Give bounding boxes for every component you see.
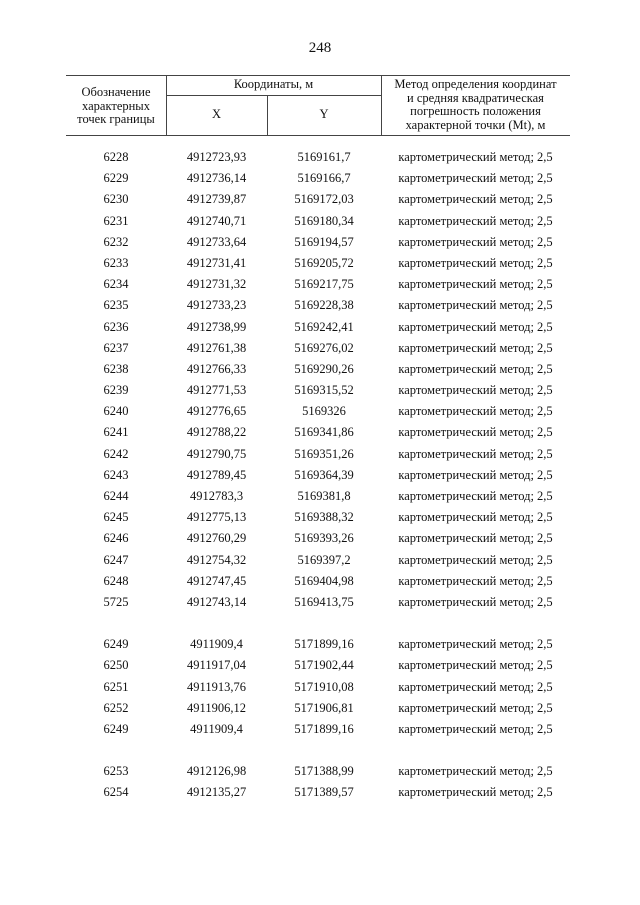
point-id-cell: 6248 — [103, 573, 129, 588]
method-cell: картометрический метод; 2,5 — [398, 489, 553, 503]
y-coordinate-cell: 5169388,32 — [294, 510, 354, 525]
x-coordinate-cell: 4912761,38 — [186, 340, 247, 355]
x-coordinate-cell: 4912771,53 — [186, 383, 247, 398]
point-id-cell: 6232 — [103, 234, 129, 249]
point-id-cell: 6239 — [103, 383, 129, 398]
point-id-cell: 6254 — [103, 785, 129, 800]
y-coordinate-cell: 5169180,34 — [294, 213, 354, 228]
point-id-cell: 6253 — [103, 764, 129, 779]
method-cell: картометрический метод; 2,5 — [398, 573, 553, 588]
point-id-cell: 6229 — [103, 171, 129, 186]
x-coordinate-cell: 4912723,93 — [186, 150, 247, 164]
x-coordinate-cell: 4912754,32 — [186, 552, 247, 567]
method-cell: картометрический метод; 2,5 — [398, 298, 553, 313]
table-row — [0, 189, 640, 210]
page-number: 248 — [308, 40, 332, 56]
point-id-cell: 6238 — [103, 361, 129, 376]
y-coordinate-cell: 5169397,2 — [297, 552, 351, 567]
method-cell: картометрический метод; 2,5 — [398, 383, 553, 398]
table-row — [0, 528, 640, 549]
y-coordinate-cell: 5169228,38 — [294, 298, 354, 313]
y-coordinate-cell: 5169194,57 — [294, 234, 354, 249]
x-coordinate-cell: 4911913,76 — [187, 679, 246, 694]
method-cell: картометрический метод; 2,5 — [398, 679, 553, 694]
point-id-cell: 5725 — [103, 594, 129, 609]
point-id-cell: 6228 — [103, 150, 129, 164]
table-row — [0, 168, 640, 189]
point-id-cell: 6247 — [103, 552, 129, 567]
table-row — [0, 295, 640, 316]
y-coordinate-cell: 5169351,26 — [294, 446, 354, 461]
point-id-cell: 6240 — [103, 404, 129, 419]
y-coordinate-cell: 5171902,44 — [294, 658, 354, 673]
table-row — [0, 147, 640, 168]
point-id-cell: 6251 — [103, 679, 129, 694]
x-coordinate-cell: 4912739,87 — [186, 192, 247, 207]
x-coordinate-cell: 4912731,32 — [186, 277, 247, 292]
x-coordinate-cell: 4912790,75 — [186, 446, 247, 461]
x-coordinate-cell: 4912731,41 — [186, 255, 247, 270]
point-id-cell: 6233 — [103, 255, 129, 270]
table-row — [0, 465, 640, 486]
point-id-cell: 6242 — [103, 446, 129, 461]
table-row — [0, 486, 640, 507]
header-point-label: Обозначение характерных точек границы — [77, 85, 155, 126]
method-cell: картометрический метод; 2,5 — [398, 637, 553, 652]
method-cell: картометрический метод; 2,5 — [398, 340, 553, 355]
x-coordinate-cell: 4912740,71 — [186, 213, 247, 228]
y-coordinate-cell: 5169161,7 — [297, 150, 351, 164]
x-coordinate-cell: 4912738,99 — [186, 319, 247, 334]
y-coordinate-cell: 5169217,75 — [294, 277, 354, 292]
x-coordinate-cell: 4912776,65 — [186, 404, 247, 419]
table-row — [0, 380, 640, 401]
header-y-label: Y — [319, 107, 329, 121]
method-cell: картометрический метод; 2,5 — [398, 552, 553, 567]
point-id-cell: 6230 — [103, 192, 129, 207]
method-cell: картометрический метод; 2,5 — [398, 531, 553, 546]
x-coordinate-cell: 4911909,4 — [190, 721, 243, 736]
point-id-cell: 6234 — [103, 277, 129, 292]
table-row — [0, 698, 640, 719]
y-coordinate-cell: 5169205,72 — [294, 255, 354, 270]
method-cell: картометрический метод; 2,5 — [398, 785, 553, 800]
x-coordinate-cell: 4912126,98 — [186, 764, 247, 779]
table-row — [0, 719, 640, 740]
x-coordinate-cell: 4912135,27 — [186, 785, 247, 800]
point-id-cell: 6246 — [103, 531, 129, 546]
x-coordinate-cell: 4911909,4 — [190, 637, 243, 652]
y-coordinate-cell: 5169276,02 — [294, 340, 354, 355]
x-coordinate-cell: 4912736,14 — [186, 171, 247, 186]
header-top-rule — [66, 75, 570, 76]
y-coordinate-cell: 5171910,08 — [294, 679, 354, 694]
x-coordinate-cell: 4912783,3 — [189, 489, 244, 503]
method-cell: картометрический метод; 2,5 — [398, 361, 553, 376]
x-coordinate-cell: 4912766,33 — [186, 361, 247, 376]
table-row — [0, 592, 640, 613]
y-coordinate-cell: 5169381,8 — [297, 489, 351, 503]
y-coordinate-cell: 5169315,52 — [294, 383, 354, 398]
point-id-cell: 6249 — [103, 721, 129, 736]
y-coordinate-cell: 5169364,39 — [294, 467, 354, 482]
point-id-cell: 6244 — [103, 489, 129, 503]
point-id-cell: 6231 — [103, 213, 129, 228]
x-coordinate-cell: 4912747,45 — [186, 573, 247, 588]
table-row — [0, 338, 640, 359]
y-coordinate-cell: 5169242,41 — [294, 319, 354, 334]
point-id-cell: 6243 — [103, 467, 129, 482]
point-id-cell: 6241 — [103, 425, 129, 440]
header-bottom-rule — [66, 135, 570, 136]
point-id-cell: 6245 — [103, 510, 129, 525]
method-cell: картометрический метод; 2,5 — [398, 764, 553, 779]
point-id-cell: 6236 — [103, 319, 129, 334]
table-row — [0, 507, 640, 528]
x-coordinate-cell: 4912760,29 — [186, 531, 247, 546]
point-id-cell: 6237 — [103, 340, 129, 355]
y-coordinate-cell: 5169404,98 — [294, 573, 354, 588]
y-coordinate-cell: 5171389,57 — [294, 785, 354, 800]
method-cell: картометрический метод; 2,5 — [398, 192, 553, 207]
x-coordinate-cell: 4912733,23 — [186, 298, 247, 313]
y-coordinate-cell: 5171899,16 — [294, 721, 354, 736]
method-cell: картометрический метод; 2,5 — [398, 150, 553, 164]
method-cell: картометрический метод; 2,5 — [398, 255, 553, 270]
method-cell: картометрический метод; 2,5 — [398, 658, 553, 673]
method-cell: картометрический метод; 2,5 — [398, 510, 553, 525]
x-coordinate-cell: 4912733,64 — [186, 234, 247, 249]
point-id-cell: 6250 — [103, 658, 129, 673]
table-row — [0, 401, 640, 422]
method-cell: картометрический метод; 2,5 — [398, 277, 553, 292]
x-coordinate-cell: 4912775,13 — [186, 510, 247, 525]
y-coordinate-cell: 5169341,86 — [294, 425, 354, 440]
table-row — [0, 677, 640, 698]
method-cell: картометрический метод; 2,5 — [398, 446, 553, 461]
table-row — [0, 550, 640, 571]
table-row — [0, 317, 640, 338]
header-coordinates-label: Координаты, м — [233, 77, 314, 91]
table-row — [0, 232, 640, 253]
table-row — [0, 782, 640, 803]
method-cell: картометрический метод; 2,5 — [398, 319, 553, 334]
method-cell: картометрический метод; 2,5 — [398, 213, 553, 228]
y-coordinate-cell: 5169413,75 — [294, 594, 354, 609]
y-coordinate-cell: 5169172,03 — [294, 192, 354, 207]
y-coordinate-cell: 5169393,26 — [294, 531, 354, 546]
table-row — [0, 211, 640, 232]
header-x-label: X — [211, 107, 222, 121]
table-body — [0, 147, 640, 803]
point-id-cell: 6235 — [103, 298, 129, 313]
table-row — [0, 634, 640, 655]
method-cell: картометрический метод; 2,5 — [398, 404, 553, 419]
y-coordinate-cell: 5169326 — [302, 404, 346, 419]
table-row — [0, 274, 640, 295]
header-method-label: Метод определения координат и средняя квадратическая погрешность положения характерной точки (Mt), м — [394, 77, 557, 132]
y-coordinate-cell: 5169166,7 — [297, 171, 351, 186]
table-row — [0, 422, 640, 443]
table-row — [0, 655, 640, 676]
y-coordinate-cell: 5171388,99 — [294, 764, 354, 779]
table-row — [0, 761, 640, 782]
x-coordinate-cell: 4912788,22 — [186, 425, 247, 440]
method-cell: картометрический метод; 2,5 — [398, 721, 553, 736]
x-coordinate-cell: 4912743,14 — [186, 594, 247, 609]
x-coordinate-cell: 4911917,04 — [187, 658, 246, 673]
method-cell: картометрический метод; 2,5 — [398, 700, 553, 715]
table-row — [0, 359, 640, 380]
method-cell: картометрический метод; 2,5 — [398, 425, 553, 440]
header-coordinates-rule — [166, 95, 381, 96]
x-coordinate-cell: 4911906,12 — [187, 700, 246, 715]
point-id-cell: 6249 — [103, 637, 129, 652]
table-row — [0, 444, 640, 465]
table-row — [0, 571, 640, 592]
table-header — [66, 75, 570, 136]
method-cell: картометрический метод; 2,5 — [398, 171, 553, 186]
y-coordinate-cell: 5171899,16 — [294, 637, 354, 652]
y-coordinate-cell: 5171906,81 — [294, 700, 354, 715]
table-row — [0, 253, 640, 274]
method-cell: картометрический метод; 2,5 — [398, 234, 553, 249]
y-coordinate-cell: 5169290,26 — [294, 361, 354, 376]
method-cell: картометрический метод; 2,5 — [398, 467, 553, 482]
x-coordinate-cell: 4912789,45 — [186, 467, 247, 482]
method-cell: картометрический метод; 2,5 — [398, 594, 553, 609]
point-id-cell: 6252 — [103, 700, 129, 715]
